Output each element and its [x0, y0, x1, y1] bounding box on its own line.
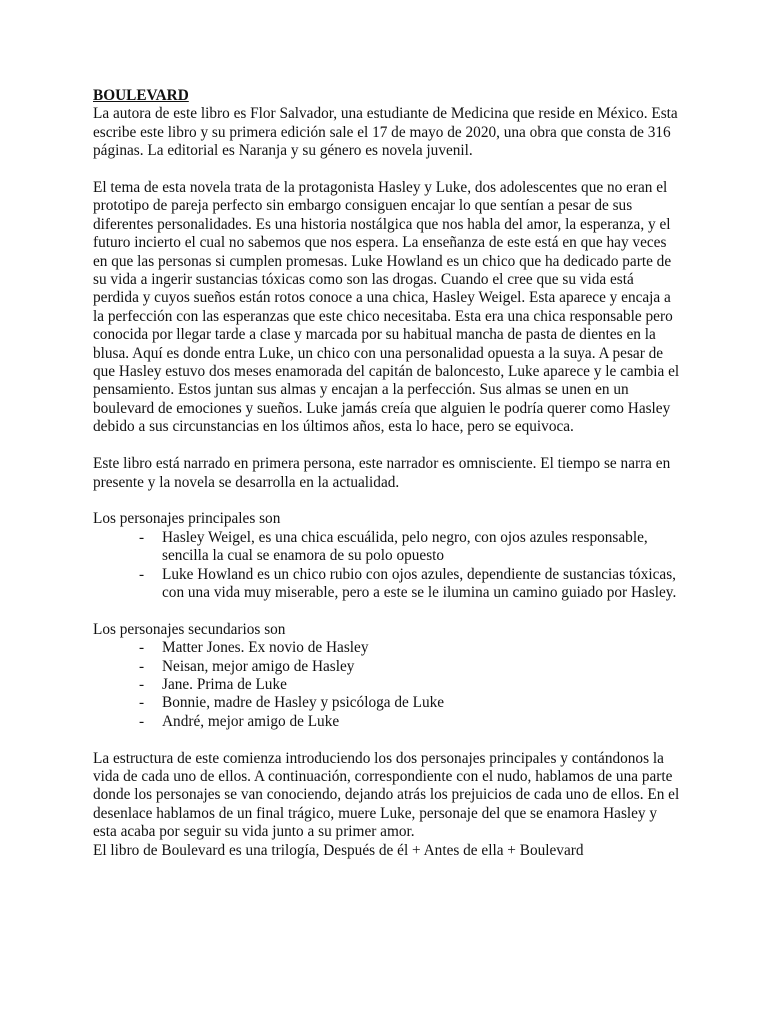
structure-paragraph: La estructura de este comienza introduciendo los dos personajes principales y contándonos la vida de cada uno de ellos. A continuación, correspondiente con el nudo, hablamos de una parte donde los personajes se van conociendo, dejando atrás los prejuicios de cada uno de ellos. En el desenlace hablamos de un final trágico, muere Luke, personaje del que se enamora Hasley y esta acaba por seguir su vida junto a su primer amor. — [93, 749, 680, 841]
intro-paragraph: La autora de este libro es Flor Salvador, una estudiante de Medicina que reside en México. Esta escribe este libro y su primera edición sale el 17 de mayo de 2020, una obra que consta de 316 páginas. La editorial es Naranja y su género es novela juvenil. — [93, 105, 678, 160]
dash-bullet: - — [139, 639, 145, 657]
document-page — [93, 87, 683, 860]
narration-paragraph: Este libro está narrado en primera persona, este narrador es omnisciente. El tiempo se narra en presente y la novela se desarrolla en la actualidad. — [93, 455, 671, 491]
paragraph-gap — [93, 492, 683, 510]
dash-bullet: - — [139, 712, 145, 730]
trilogy-paragraph: El libro de Boulevard es una trilogía, Después de él + Antes de ella + Boulevard — [93, 841, 584, 859]
list-item — [93, 566, 683, 603]
list-item — [93, 694, 683, 712]
dash-bullet: - — [139, 565, 145, 583]
document-title: BOULEVARD — [93, 87, 189, 104]
list-item-text: Matter Jones. Ex novio de Hasley — [162, 639, 369, 657]
secondary-characters-list — [93, 639, 683, 731]
list-item-text: Neisan, mejor amigo de Hasley — [162, 657, 355, 675]
dash-bullet: - — [139, 675, 145, 693]
theme-paragraph: El tema de esta novela trata de la protagonista Hasley y Luke, dos adolescentes que no eran el prototipo de pareja perfecto sin embargo consiguen encajar lo que sentían a pesar de sus diferentes personalidades. Es una historia nostálgica que nos habla del amor, la esperanza, y el futuro incierto el cual no sabemos que nos espera. La enseñanza de este está en que hay veces en que las personas si cumplen promesas. Luke Howland es un chico que ha dedicado parte de su vida a ingerir sustancias tóxicas como son las drogas. Cuando el cree que su vida está perdida y cuyos sueños están rotos conoce a una chica, Hasley Weigel. Esta aparece y encaja a la perfección con las esperanzas que este chico necesitaba. Esta era una chica responsable pero conocida por llegar tarde a clase y marcada por su habitual mancha de pasta de dientes en la blusa. Aquí es donde entra Luke, un chico con una personalidad opuesta a la suya. A pesar de que Hasley estuvo dos meses enamorada del capitán de baloncesto, Luke aparece y le cambia el pensamiento. Estos juntan sus almas y encajan a la perfección. Sus almas se unen en un boulevard de emociones y sueños. Luke jamás creía que alguien le podría querer como Hasley debido a sus circunstancias en los últimos años, esta lo hace, pero se equivoca. — [93, 179, 680, 436]
dash-bullet: - — [139, 694, 145, 712]
list-item — [93, 676, 683, 694]
list-item — [93, 639, 683, 657]
paragraph-gap — [93, 437, 683, 455]
list-item-text: André, mejor amigo de Luke — [162, 712, 340, 730]
secondary-characters-heading: Los personajes secundarios son — [93, 620, 286, 638]
list-item-text: Luke Howland es un chico rubio con ojos azules, dependiente de sustancias tóxicas, con una vida muy miserable, pero a este se le ilumina un camino guiado por Hasley. — [162, 565, 677, 601]
list-item-text: Jane. Prima de Luke — [162, 675, 287, 693]
paragraph-gap — [93, 731, 683, 749]
paragraph-gap — [93, 161, 683, 179]
list-item-text: Bonnie, madre de Hasley y psicóloga de Luke — [162, 694, 445, 712]
main-characters-heading: Los personajes principales son — [93, 510, 281, 528]
dash-bullet: - — [139, 657, 145, 675]
dash-bullet: - — [139, 528, 145, 546]
paragraph-gap — [93, 602, 683, 620]
list-item — [93, 529, 683, 566]
list-item — [93, 658, 683, 676]
list-item — [93, 713, 683, 731]
list-item-text: Hasley Weigel, es una chica escuálida, pelo negro, con ojos azules responsable, sencilla la cual se enamora de su polo opuesto — [162, 528, 648, 565]
main-characters-list — [93, 529, 683, 603]
